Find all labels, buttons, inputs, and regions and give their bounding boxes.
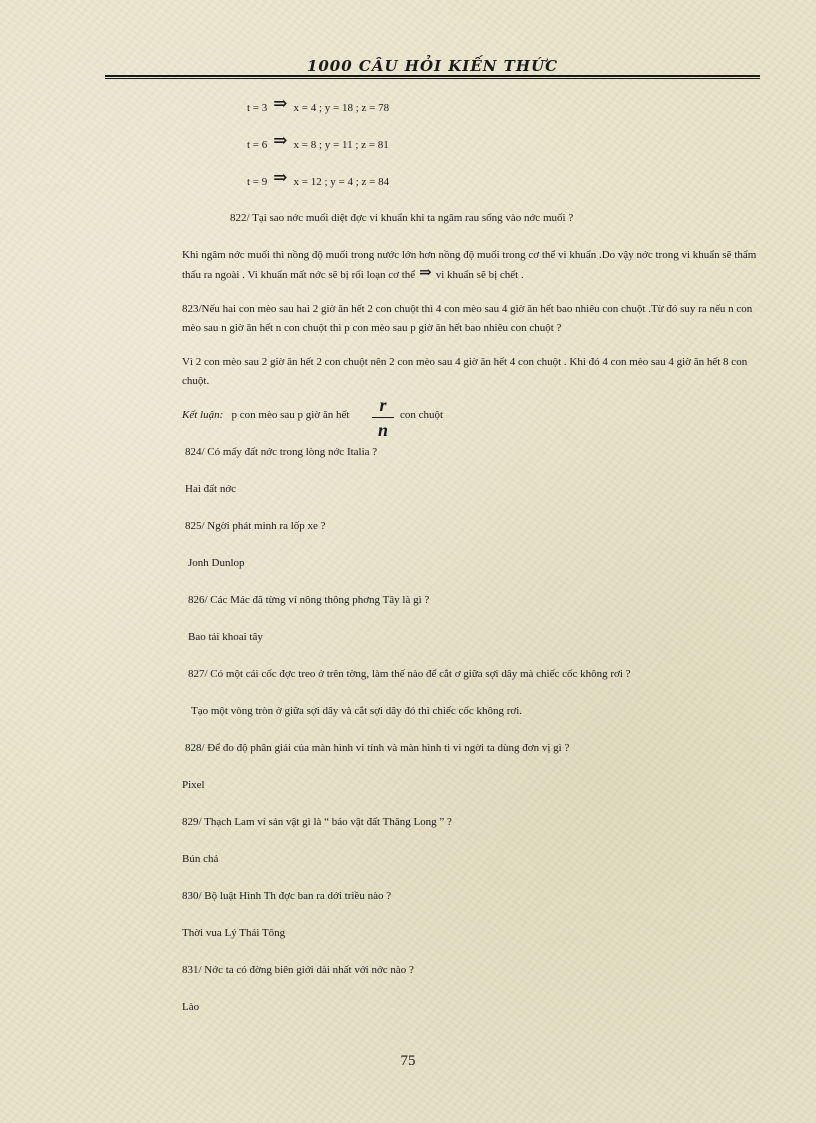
page-header-title: 1000 CÂU HỎI KIẾN THỨC: [306, 57, 559, 75]
equation-left: t = 3: [247, 102, 268, 114]
answer-827: Tạo một vòng tròn ở giữa sợi dây và cắt sợi dây đó thì chiếc cốc không rơi.: [191, 705, 523, 717]
equation-right: x = 8 ; y = 11 ; z = 81: [293, 139, 389, 151]
question-830: 830/ Bộ luật Hình Th đợc ban ra dới triều nào ?: [182, 890, 392, 902]
equation-line: [247, 94, 390, 116]
answer-828: Pixel: [182, 779, 205, 791]
answer-826: Bao tải khoai tây: [188, 631, 263, 643]
equation-left: t = 9: [247, 176, 268, 188]
implies-arrow-icon: ⇒: [419, 265, 432, 281]
question-827: 827/ Có một cái cốc đợc treo ở trên tờng, làm thế nào để cắt ơ giữa sợi dây mà chiếc cốc không rơi ?: [188, 668, 631, 680]
answer-831: Lào: [182, 1001, 200, 1013]
answer-822: [182, 246, 760, 285]
page-number: 75: [400, 1053, 416, 1069]
equation-right: x = 12 ; y = 4 ; z = 84: [293, 176, 390, 188]
answer-829: Bún chả: [182, 853, 219, 865]
fraction-denominator: n: [377, 420, 388, 440]
equation-right: x = 4 ; y = 18 ; z = 78: [293, 102, 390, 114]
question-823: 823/Nếu hai con mèo sau hai 2 giờ ăn hết 2 con chuột thì 4 con mèo sau 4 giờ ăn hết bao nhiêu con chuột .Từ đó suy ra nếu n con mèo sau n giờ ăn hết n con chuột thì p con mèo sau p giờ ăn hết bao nhiêu con chuột ?: [182, 303, 753, 334]
fraction: [372, 396, 394, 439]
implies-arrow-icon: ⇒: [273, 131, 288, 150]
answer-822-text: Khi ngâm nớc muối thì nồng độ muối trong nước lớn hơn nồng độ muối trong cơ thể vi khuẩn .Do vậy nớc trong vi khuẩn sẽ thẩm thấu ra ngoài . Vi khuẩn mất nớc sẽ bị rối loạn cơ thể: [182, 249, 757, 281]
answer-830: Thời vua Lý Thái Tông: [182, 927, 286, 939]
conclusion-unit: con chuột: [400, 409, 444, 421]
question-831: 831/ Nớc ta có đờng biên giới dài nhất với nớc nào ?: [182, 964, 414, 976]
equation-line: [247, 131, 389, 153]
fraction-bar: [372, 417, 394, 418]
question-828: 828/ Để đo độ phân giải của màn hình vi tính và màn hình ti vi ngời ta dùng đơn vị gì ?: [185, 742, 570, 754]
header-rule: [105, 75, 760, 79]
implies-arrow-icon: ⇒: [273, 168, 288, 187]
question-825: 825/ Ngời phát minh ra lốp xe ?: [185, 520, 326, 532]
question-822: 822/ Tại sao nớc muối diệt đợc vi khuẩn khi ta ngâm rau sống vào nớc muối ?: [230, 212, 574, 224]
equation-left: t = 6: [247, 139, 268, 151]
answer-823: Vì 2 con mèo sau 2 giờ ăn hết 2 con chuột nên 2 con mèo sau 4 giờ ăn hết 4 con chuột . Khi đó 4 con mèo sau 4 giờ ăn hết 8 con chuột.: [182, 356, 748, 387]
question-829: 829/ Thạch Lam ví sản vật gì là “ bảo vật đất Thăng Long ” ?: [182, 816, 452, 828]
answer-822-tail: vi khuẩn sẽ bị chết .: [435, 269, 524, 281]
fraction-numerator: r: [379, 395, 387, 415]
implies-arrow-icon: ⇒: [273, 94, 288, 113]
question-824: 824/ Có mấy đất nớc trong lòng nớc Italia ?: [185, 446, 378, 458]
question-826: 826/ Các Mác đã từng ví nông thông phơng Tây là gì ?: [188, 594, 430, 606]
conclusion-line: [182, 407, 349, 423]
conclusion-label: Kết luận:: [182, 409, 224, 421]
answer-825: Jonh Dunlop: [188, 557, 245, 569]
conclusion-text: p con mèo sau p giờ ăn hết: [231, 409, 350, 421]
equation-line: [247, 168, 390, 190]
answer-824: Hai đất nớc: [185, 483, 237, 495]
